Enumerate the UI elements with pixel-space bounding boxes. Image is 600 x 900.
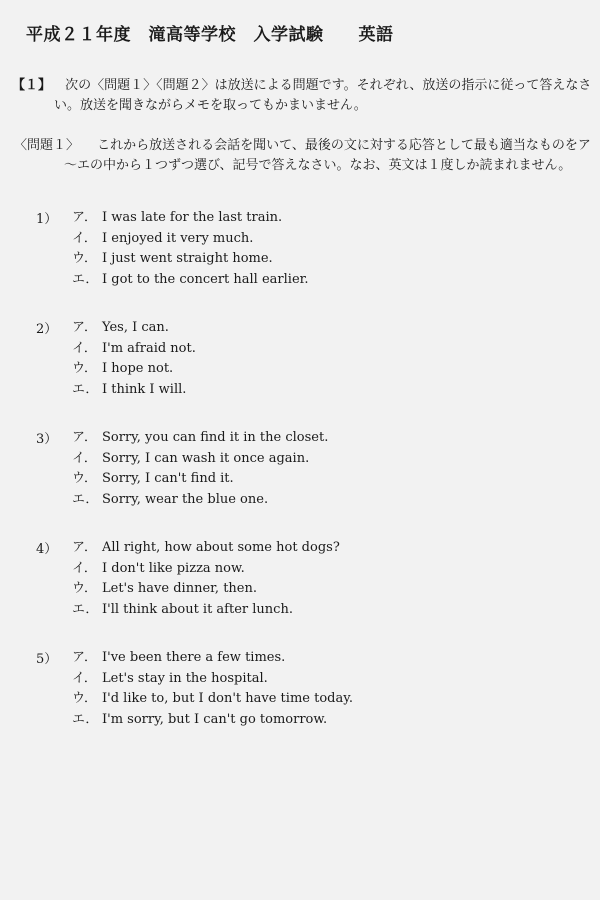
choice-text: I'd like to, but I don't have time today. (102, 691, 353, 706)
choice-text: I hope not. (102, 361, 174, 376)
choice-list (72, 648, 353, 730)
choice-u (72, 469, 328, 490)
choice-a (72, 648, 353, 669)
item-number: 1） (36, 212, 58, 227)
choice-label: エ． (72, 271, 99, 287)
question-1-text-2: ～エの中から１つずつ選び、記号で答えなさい。なお、英文は１度しか読まれません。 (64, 158, 572, 173)
choice-text: Sorry, I can wash it once again. (102, 450, 310, 466)
choice-text: I don't like pizza now. (102, 560, 245, 576)
choice-label: ア． (72, 210, 97, 225)
choice-i (72, 339, 196, 360)
choice-u (72, 689, 353, 710)
choice-label: ウ． (72, 581, 97, 596)
choice-text: I'm afraid not. (102, 340, 196, 356)
choice-label: ウ． (72, 251, 97, 266)
choice-i (72, 449, 328, 470)
choice-e (72, 600, 340, 621)
choice-label: エ． (72, 601, 99, 617)
item-number: 2） (36, 322, 58, 337)
choice-text: I've been there a few times. (102, 650, 286, 665)
section-text-2: い。放送を聞きながらメモを取ってもかまいません。 (54, 98, 367, 113)
section-instructions (12, 76, 592, 116)
choice-label: ア． (72, 320, 97, 335)
choice-label: ウ． (72, 691, 97, 706)
choice-label: イ． (72, 450, 97, 466)
choice-text: I enjoyed it very much. (102, 230, 254, 246)
choice-u (72, 359, 196, 380)
choice-text: Sorry, I can't find it. (102, 471, 234, 486)
choice-list (72, 318, 196, 400)
choice-list (72, 428, 328, 510)
question-1-text-1: これから放送される会話を聞いて、最後の文に対する応答として最も適当なものをア (97, 138, 591, 153)
choice-label: エ． (72, 491, 99, 507)
section-text-1: 次の〈問題１〉〈問題２〉は放送による問題です。それぞれ、放送の指示に従って答えなさ (65, 78, 592, 93)
choice-list (72, 538, 340, 620)
choice-text: I think I will. (102, 381, 187, 397)
choice-e (72, 710, 353, 731)
choice-label: エ． (72, 711, 99, 727)
choice-i (72, 669, 353, 690)
choice-list (72, 208, 309, 290)
choice-text: Yes, I can. (102, 320, 169, 335)
choice-label: ア． (72, 430, 97, 445)
page-title: 平成２１年度 滝高等学校 入学試験 英語 (26, 25, 394, 45)
choice-a (72, 318, 196, 339)
choice-label: イ． (72, 560, 97, 576)
choice-label: イ． (72, 670, 97, 686)
choice-e (72, 380, 196, 401)
choice-label: ア． (72, 650, 97, 665)
question-1-line-1 (14, 136, 594, 156)
choice-label: ア． (72, 540, 97, 555)
choice-e (72, 270, 309, 291)
choice-text: All right, how about some hot dogs? (102, 540, 340, 555)
choice-text: Sorry, wear the blue one. (102, 491, 269, 507)
choice-label: ウ． (72, 361, 97, 376)
section-marker: 【１】 (12, 78, 52, 93)
item-number: 4） (36, 542, 58, 557)
choice-label: イ． (72, 340, 97, 356)
choice-text: I'll think about it after lunch. (102, 601, 293, 617)
choice-text: I was late for the last train. (102, 210, 283, 225)
choice-text: Let's stay in the hospital. (102, 670, 268, 686)
choice-i (72, 559, 340, 580)
choice-i (72, 229, 309, 250)
choice-label: ウ． (72, 471, 97, 486)
item-number: 5） (36, 652, 58, 667)
choice-label: エ． (72, 381, 99, 397)
choice-u (72, 579, 340, 600)
question-1-instructions (14, 136, 594, 176)
choice-label: イ． (72, 230, 97, 246)
choice-text: Sorry, you can find it in the closet. (102, 430, 329, 445)
choice-u (72, 249, 309, 270)
choice-text: I got to the concert hall earlier. (102, 271, 309, 287)
section-line-1 (12, 76, 592, 96)
choice-text: I'm sorry, but I can't go tomorrow. (102, 711, 328, 727)
choice-a (72, 428, 328, 449)
choice-a (72, 538, 340, 559)
choice-a (72, 208, 309, 229)
question-1-label: 〈問題１〉 (14, 138, 80, 153)
choice-text: I just went straight home. (102, 251, 273, 266)
choice-text: Let's have dinner, then. (102, 581, 257, 596)
item-number: 3） (36, 432, 58, 447)
choice-e (72, 490, 328, 511)
